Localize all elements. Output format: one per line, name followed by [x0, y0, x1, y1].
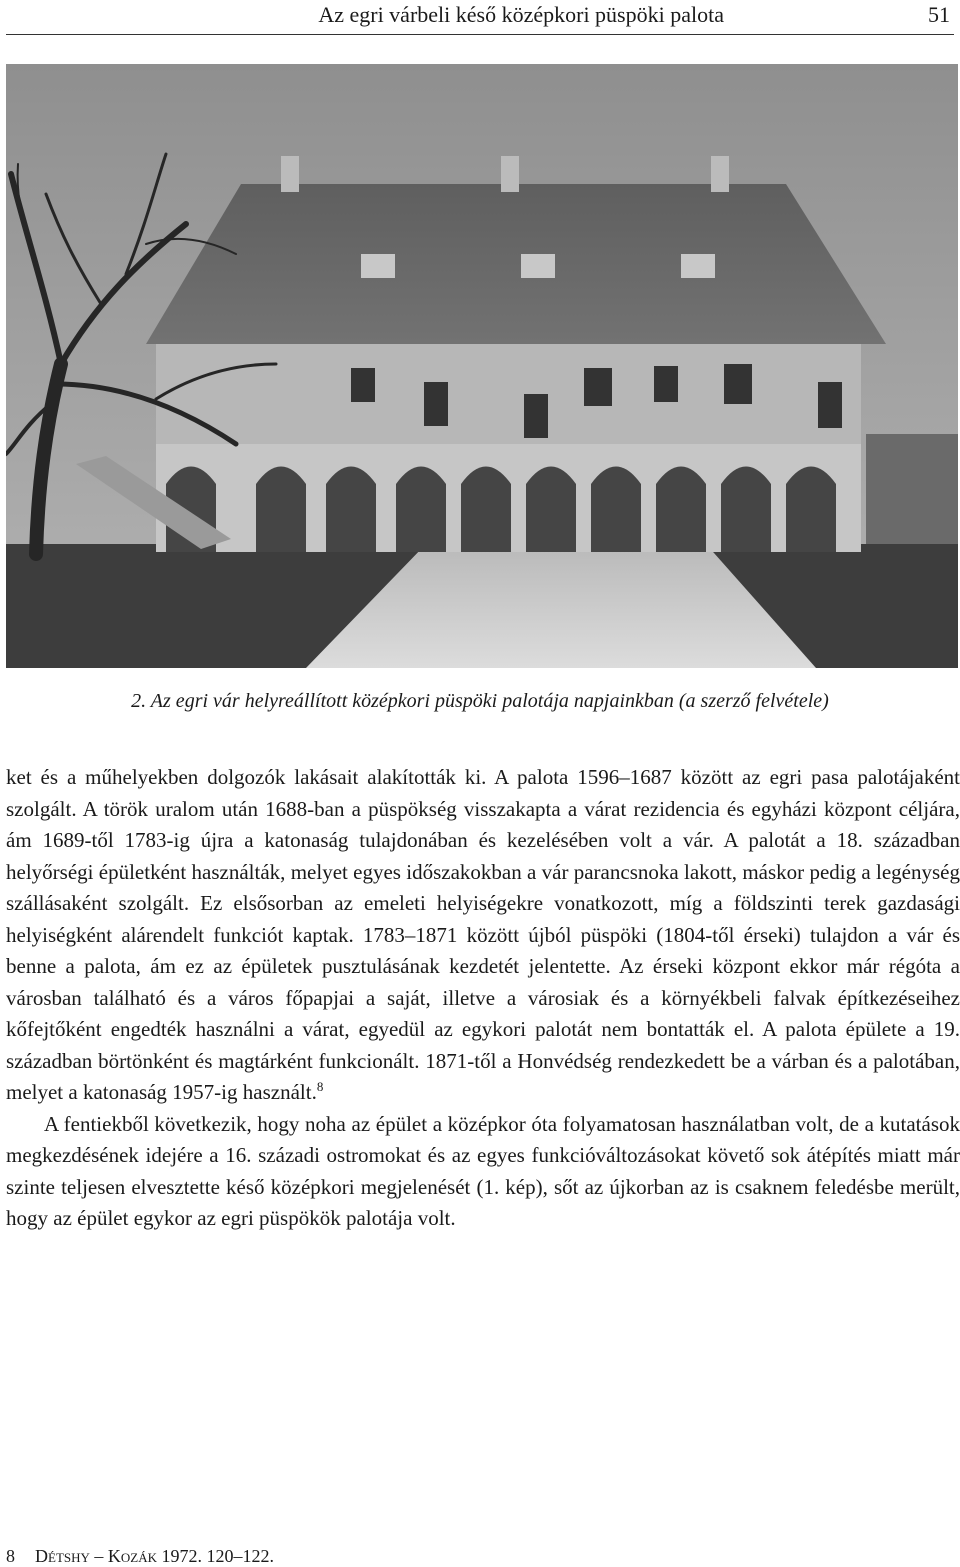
- footnote-marker[interactable]: 8: [316, 1079, 324, 1094]
- page-number: 51: [928, 2, 950, 27]
- paragraph: [6, 762, 960, 1109]
- running-head: [6, 0, 954, 35]
- figure-photo: [6, 64, 958, 668]
- body-text: [6, 762, 960, 1235]
- footnote-number: 8: [6, 1546, 15, 1566]
- figure-caption: 2. Az egri vár helyreállított középkori püspöki palotája napjainkban (a szerző felvétele): [131, 690, 829, 712]
- footnote: [6, 1546, 274, 1567]
- paragraph-text: ket és a műhelyekben dolgozók lakásait alakították ki. A palota 1596–1687 között az egri pasa palotájaként szolgált. A török uralom után 1688-ban a püspökség visszakapta a várat rezidencia és egyházi központ céljára, ám 1689-től 1783-ig újra a katonaság tulajdonában és kezelésében volt a vár. A palotát a 18. században helyőrségi épületként használták, melyet egyes időszakokban a vár parancsnoka lakott, máskor pedig a legénység szállásaként szolgált. Ez elsősorban az emeleti helyiségekre vonatkozott, míg a földszinti terek gazdasági helyiségként alárendelt funkciót kaptak. 1783–1871 között újból püspöki (1804-től érseki) tulajdon a vár és benne a palota, ám ez az épületek pusztulásának kezdetét jelentette. Az érseki központ ekkor már régóta a városban található és a város főpapjai a saját, illetve a városiak és a környékbeli falvak építkezéseihez kőfejtőként engedték használni a várat, egyedül az egykori palotát nem bontatták el. A palota épülete a 19. században börtönként és magtárként funkcionált. 1871-től a Honvédség rendezkedett be a várban és a palotában, melyet a katonaság 1957-ig használt.: [6, 765, 960, 1104]
- running-title: Az egri várbeli késő középkori püspöki palota: [318, 2, 724, 27]
- paragraph: A fentiekből következik, hogy noha az épület a középkor óta folyamatosan használatban volt, de a kutatások megkezdésének idejére a 16. századi ostromokat és az egyes funkcióváltozásokat követő sok átépítés miatt már szinte teljesen elvesztette késő középkori megjelenését (1. kép), sőt az újkorban az is csaknem feledésbe merült, hogy az épület egykor az egri püspökök palotája volt.: [6, 1111, 960, 1230]
- footnote-author: Détshy – Kozák: [35, 1546, 157, 1566]
- palace-photo-illustration: [6, 64, 958, 668]
- footnote-reference: 1972. 120–122.: [161, 1546, 274, 1566]
